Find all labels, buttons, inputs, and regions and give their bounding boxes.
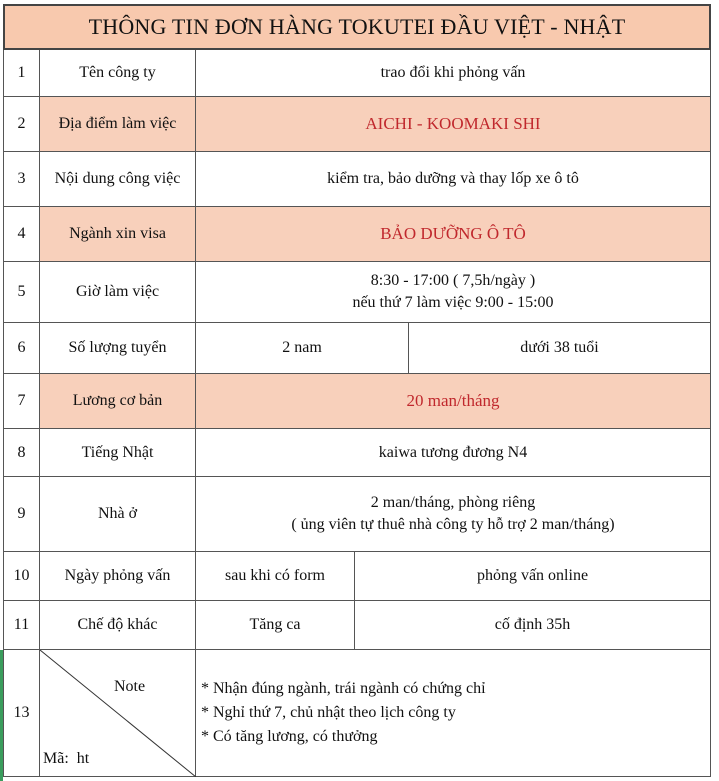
row-label: Ngành xin visa bbox=[39, 207, 195, 261]
row-value bbox=[195, 477, 710, 551]
row-value-b: phỏng vấn online bbox=[354, 552, 710, 600]
row-value-a: 2 nam bbox=[195, 323, 408, 373]
row-value: kiểm tra, bảo dưỡng và thay lốp xe ô tô bbox=[195, 152, 710, 206]
value-line: nếu thứ 7 làm việc 9:00 - 15:00 bbox=[352, 294, 554, 311]
note-body bbox=[195, 650, 710, 776]
value-line: ( ủng viên tự thuê nhà công ty hỗ trợ 2 man/tháng) bbox=[291, 516, 615, 533]
row-label: Giờ làm việc bbox=[39, 262, 195, 322]
row-label: Nội dung công việc bbox=[39, 152, 195, 206]
note-header-cell bbox=[39, 650, 196, 776]
table-row bbox=[3, 429, 711, 477]
row-number: 11 bbox=[13, 616, 30, 633]
table-row bbox=[3, 262, 711, 323]
row-label: Số lượng tuyển bbox=[39, 323, 195, 373]
table-title: THÔNG TIN ĐƠN HÀNG TOKUTEI ĐẦU VIỆT - NHẬT bbox=[3, 4, 711, 50]
note-line: * Có tăng lương, có thưởng bbox=[201, 728, 378, 745]
table-row bbox=[3, 97, 711, 152]
row-number: 8 bbox=[17, 443, 26, 461]
row-label: Chế độ khác bbox=[39, 601, 195, 649]
note-row bbox=[3, 650, 711, 777]
table-row bbox=[3, 374, 711, 429]
row-value: AICHI - KOOMAKI SHI bbox=[195, 97, 710, 151]
row-value: BẢO DƯỠNG Ô TÔ bbox=[195, 207, 710, 261]
value-line: 2 man/tháng, phòng riêng bbox=[370, 494, 536, 511]
row-number: 3 bbox=[17, 170, 26, 187]
row-value-b: cố định 35h bbox=[354, 601, 710, 649]
row-number: 7 bbox=[17, 392, 26, 409]
row-label: Địa điểm làm việc bbox=[39, 97, 195, 151]
code-label: Mã: ht bbox=[43, 750, 90, 767]
table-row bbox=[3, 601, 711, 650]
table-row bbox=[3, 207, 711, 262]
row-number: 9 bbox=[17, 505, 26, 522]
table-row bbox=[3, 50, 711, 97]
table-row bbox=[3, 152, 711, 207]
row-number: 1 bbox=[17, 64, 26, 81]
row-number: 2 bbox=[17, 115, 26, 132]
row-label: Ngày phỏng vấn bbox=[39, 552, 195, 600]
row-value bbox=[195, 262, 710, 322]
note-line: * Nghỉ thứ 7, chủ nhật theo lịch công ty bbox=[201, 704, 456, 721]
row-value-b: dưới 38 tuổi bbox=[408, 323, 710, 373]
row-value-a: Tăng ca bbox=[195, 601, 354, 649]
row-label: Nhà ở bbox=[39, 477, 195, 551]
table-row bbox=[3, 552, 711, 601]
row-value: trao đổi khi phỏng vấn bbox=[195, 50, 710, 96]
row-number: 4 bbox=[17, 225, 26, 242]
row-label: Tiếng Nhật bbox=[39, 429, 195, 476]
table-row bbox=[3, 477, 711, 552]
value-line: 8:30 - 17:00 ( 7,5h/ngày ) bbox=[370, 272, 536, 289]
row-label: Tên công ty bbox=[39, 50, 195, 96]
row-value-a: sau khi có form bbox=[195, 552, 354, 600]
row-label: Lương cơ bản bbox=[39, 374, 195, 428]
row-number: 13 bbox=[13, 704, 30, 721]
row-value: kaiwa tương đương N4 bbox=[195, 429, 710, 476]
row-selection-marker bbox=[0, 650, 3, 781]
note-line: * Nhận đúng ngành, trái ngành có chứng chỉ bbox=[201, 680, 486, 697]
row-number: 10 bbox=[13, 567, 30, 584]
row-number: 6 bbox=[17, 339, 26, 356]
note-header: Note bbox=[114, 678, 146, 695]
row-value: 20 man/tháng bbox=[195, 374, 710, 428]
row-number: 5 bbox=[17, 283, 26, 300]
table-row bbox=[3, 323, 711, 374]
